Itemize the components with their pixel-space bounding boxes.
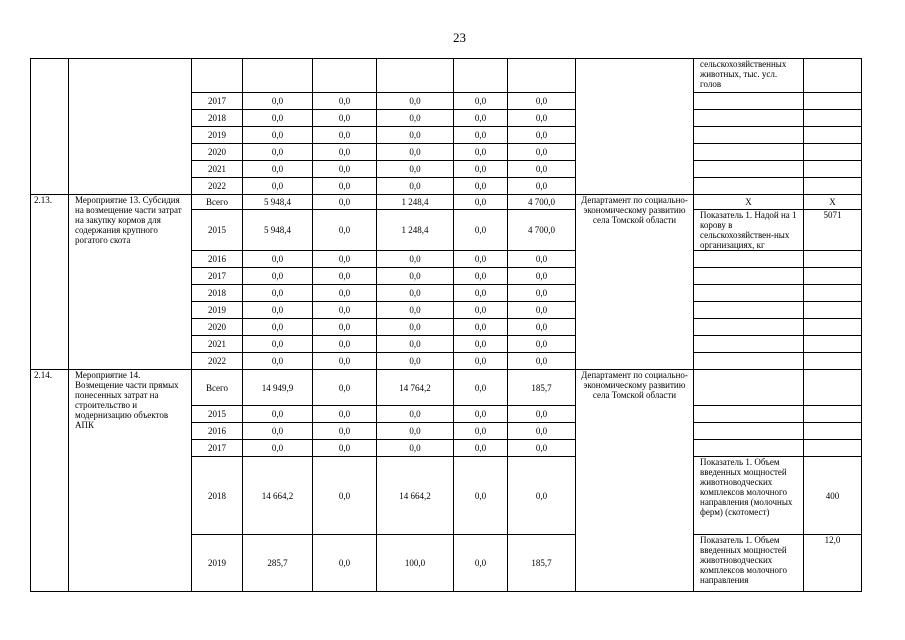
indicator-cell: Показатель 1. Надой на 1 корову в сельскохозяйствен-ных организациях, кг [694, 210, 804, 251]
table-row: 2.14. Мероприятие 14. Возмещение части прямых понесенных затрат на строительство и модернизацию объектов АПК Всего 14 949,9 0,0 14 764,2 0,0 185,7 Департамент по социально-экономическому развитию села Томской области [31, 370, 862, 406]
table-row: 2020 0,0 0,0 0,0 0,0 0,0 [31, 144, 862, 161]
table-row: 2021 0,0 0,0 0,0 0,0 0,0 [31, 336, 862, 353]
table-row: 2020 0,0 0,0 0,0 0,0 0,0 [31, 319, 862, 336]
item-name-cell: Мероприятие 13. Субсидия на возмещение части затрат на закупку кормов для содержания крупного рогатого скота [69, 195, 192, 370]
page-number: 23 [453, 30, 466, 45]
item-number-cell [31, 59, 69, 195]
table-row: 2019 285,7 0,0 100,0 0,0 185,7 Показатель 1. Объем введенных мощностей животноводческих комплексов молочного направления 12,0 [31, 535, 862, 592]
program-table [30, 58, 862, 592]
indicator-value-cell: 12,0 [804, 535, 862, 592]
indicator-cell: Показатель 1. Объем введенных мощностей животноводческих комплексов молочного направления (молочных ферм) (скотомест) [694, 457, 804, 535]
table-row [31, 59, 862, 93]
table-row: 2016 0,0 0,0 0,0 0,0 0,0 [31, 423, 862, 440]
indicator-value-cell: 5071 [804, 210, 862, 251]
responsible-cell [576, 59, 694, 195]
indicator-value-cell: 400 [804, 457, 862, 535]
indicator-cell: Показатель 1. Объем введенных мощностей животноводческих комплексов молочного направления [694, 535, 804, 592]
table-row: 2017 0,0 0,0 0,0 0,0 0,0 [31, 268, 862, 285]
indicator-cell: сельскохозяйственных животных, тыс. усл. голов [694, 59, 804, 93]
item-number-cell: 2.14. [31, 370, 69, 592]
table-row: 2022 0,0 0,0 0,0 0,0 0,0 [31, 178, 862, 195]
table-row: 2018 14 664,2 0,0 14 664,2 0,0 0,0 Показатель 1. Объем введенных мощностей животноводческих комплексов молочного направления (молочных ферм) (скотомест) 400 [31, 457, 862, 535]
item-name-cell [69, 59, 192, 195]
table-row: 2018 0,0 0,0 0,0 0,0 0,0 [31, 110, 862, 127]
table-row: 2022 0,0 0,0 0,0 0,0 0,0 [31, 353, 862, 370]
item-number-cell: 2.13. [31, 195, 69, 370]
responsible-cell: Департамент по социально-экономическому развитию села Томской области [576, 195, 694, 370]
responsible-cell: Департамент по социально-экономическому развитию села Томской области [576, 370, 694, 592]
table-row: 2015 0,0 0,0 0,0 0,0 0,0 [31, 406, 862, 423]
table-row: 2021 0,0 0,0 0,0 0,0 0,0 [31, 161, 862, 178]
table-row: 2017 0,0 0,0 0,0 0,0 0,0 [31, 440, 862, 457]
table-row: 2017 0,0 0,0 0,0 0,0 0,0 [31, 93, 862, 110]
table-row: 2.13. Мероприятие 13. Субсидия на возмещение части затрат на закупку кормов для содержания крупного рогатого скота Всего 5 948,4 0,0 1 248,4 0,0 4 700,0 Департамент по социально-экономическому развитию села Томской области Х Х [31, 195, 862, 210]
table-row: 2015 5 948,4 0,0 1 248,4 0,0 4 700,0 Показатель 1. Надой на 1 корову в сельскохозяйствен-ных организациях, кг 5071 [31, 210, 862, 251]
indicator-value-cell [804, 59, 862, 93]
table-row: 2018 0,0 0,0 0,0 0,0 0,0 [31, 285, 862, 302]
item-name-cell: Мероприятие 14. Возмещение части прямых понесенных затрат на строительство и модернизацию объектов АПК [69, 370, 192, 592]
table-row: 2016 0,0 0,0 0,0 0,0 0,0 [31, 251, 862, 268]
table-row: 2019 0,0 0,0 0,0 0,0 0,0 [31, 302, 862, 319]
table-row: 2019 0,0 0,0 0,0 0,0 0,0 [31, 127, 862, 144]
